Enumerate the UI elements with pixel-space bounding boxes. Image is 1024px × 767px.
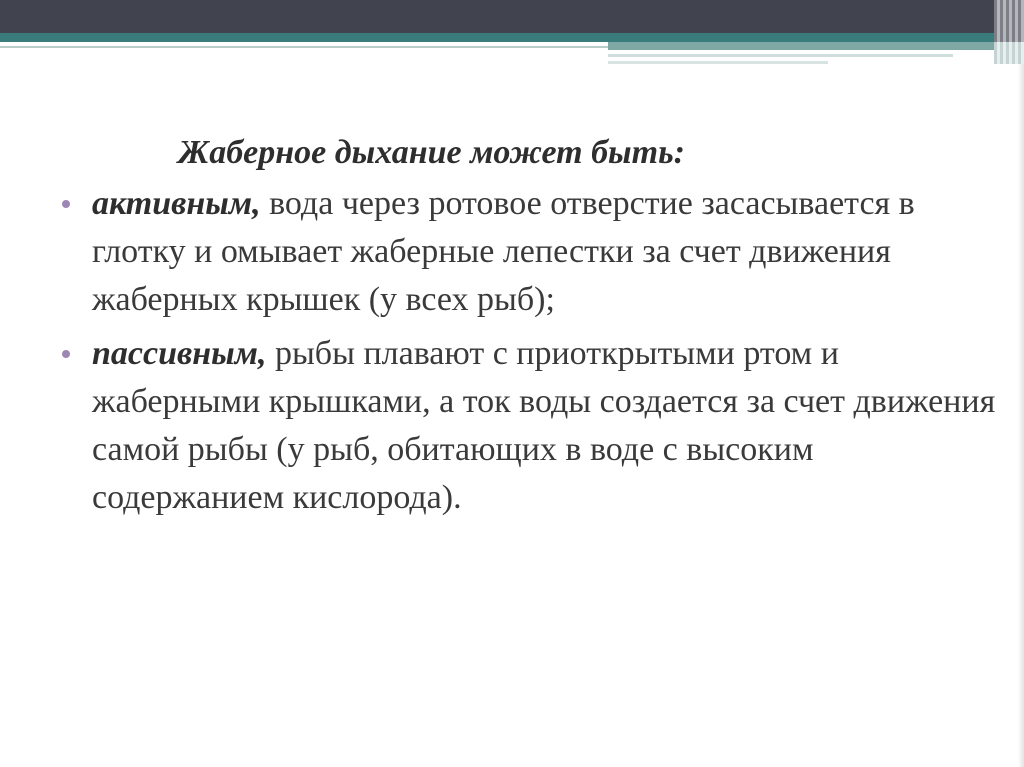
- bullet-text: рыбы плавают с приоткрытыми ртом и жаберными крышками, а ток воды создается за счет движения самой рыбы (у рыб, обитающих в воде с высоким содержанием кислорода).: [92, 335, 996, 516]
- teal-decor-band-right: [608, 42, 1000, 50]
- bullet-dot-icon: [62, 350, 70, 358]
- slide-edge-shadow: [1018, 64, 1024, 767]
- decor-line: [0, 46, 608, 48]
- bullet-term: пассивным,: [92, 335, 267, 372]
- bullet-item-passive: [60, 330, 1000, 522]
- bullet-list: [60, 180, 1000, 522]
- slide-content: [60, 128, 1000, 528]
- top-decor-bar: [0, 0, 1024, 33]
- decor-line-right-short: [608, 61, 828, 64]
- bullet-item-active: [60, 180, 1000, 324]
- slide-heading: Жаберное дыхание может быть:: [178, 134, 685, 171]
- decor-line-right: [608, 54, 953, 57]
- teal-decor-band: [0, 33, 1000, 42]
- corner-stripes-decor: [994, 0, 1024, 64]
- bullet-text: вода через ротовое отверстие засасывается в глотку и омывает жаберные лепестки за счет движения жаберных крышек (у всех рыб);: [92, 185, 915, 318]
- bullet-dot-icon: [62, 200, 70, 208]
- bullet-term: активным,: [92, 185, 261, 222]
